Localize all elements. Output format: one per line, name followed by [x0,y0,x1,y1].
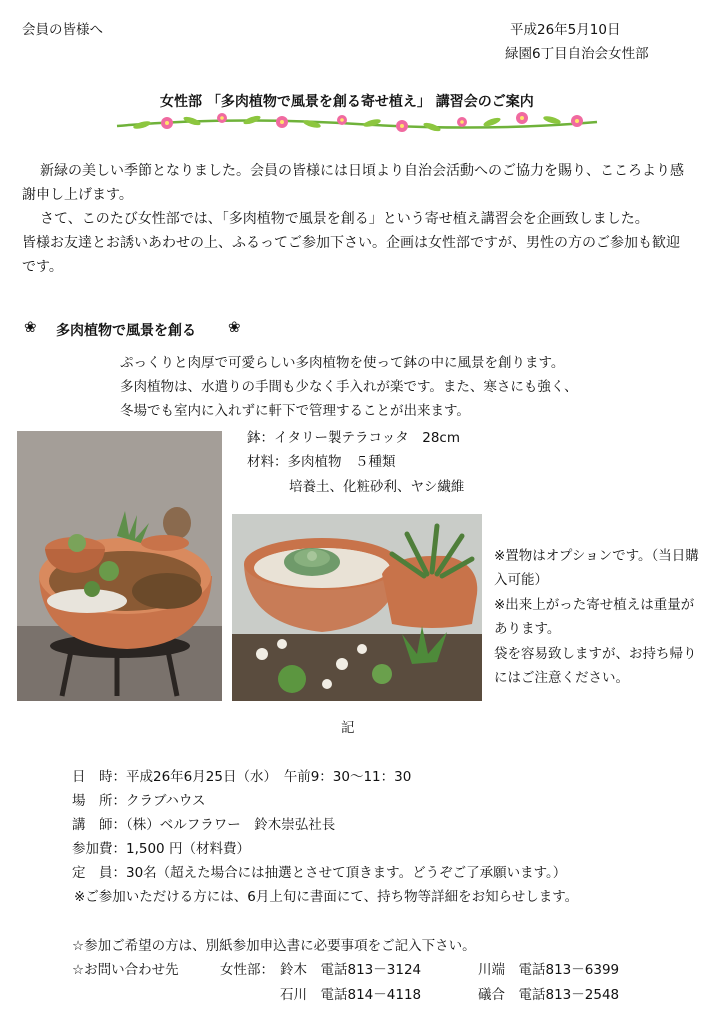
planter-photo-2 [232,514,482,701]
flower-bullet-icon: ❀ [228,318,241,336]
ki-mark: 記 [341,720,355,736]
page-title: 女性部 「多肉植物で風景を創る寄せ植え」 講習会のご案内 [160,94,534,110]
date: 平成26年5月10日 [510,22,621,38]
section-line-2: 多肉植物は、水遣りの手間も少なく手入れが楽です。また、寒さにも強く、 [120,379,578,395]
planter-photo-1 [17,431,222,701]
detail-capacity: 定 員：30名（超えた場合には抽選とさせて頂きます。どうぞご了承願います。） [72,865,567,881]
materials-line-1: 材料：多肉植物 ５種類 [247,454,396,470]
detail-notice: ※ご参加いただける方には、6月上旬に書面にて、持ち物等詳細をお知らせします。 [74,889,579,905]
section-line-3: 冬場でも室内に入れずに軒下で管理することが出来ます。 [120,403,470,419]
contact-kawabata: 川端 電話813－6399 [478,962,620,978]
detail-place: 場 所：クラブハウス [72,793,206,809]
planter-illustration-1 [17,431,222,701]
section-line-1: ぷっくりと肉厚で可愛らしい多肉植物を使って鉢の中に風景を創ります。 [120,355,565,371]
note-bag: 袋を容易致しますが、お持ち帰りにはご注意ください。 [494,646,697,686]
intro-paragraph-3: 皆様お友達とお誘いあわせの上、ふるってご参加下さい。企画は女性部ですが、男性の方のご参加も歓迎です。 [22,235,680,275]
materials-line-2: 培養土、化粧砂利、ヤシ繊維 [289,479,465,495]
contact-label: ☆お問い合わせ先 [72,962,179,978]
sender: 緑園6丁目自治会女性部 [505,46,649,62]
note-weight: ※出来上がった寄せ植えは重量があります。 [494,597,695,637]
flower-vine-decoration [112,108,602,138]
contact-isogai: 礒合 電話813－2548 [478,987,620,1003]
pot-spec: 鉢：イタリー製テラコッタ 28cm [247,430,460,446]
detail-lecturer: 講 師：（株）ベルフラワー 鈴木崇弘社長 [72,817,336,833]
section-heading: 多肉植物で風景を創る [56,323,196,339]
contact-dept: 女性部： [220,962,274,978]
contact-ishikawa: 石川 電話814－4118 [280,987,422,1003]
detail-fee: 参加費：1,500 円（材料費） [72,841,250,857]
flower-bullet-icon: ❀ [24,318,37,336]
contact-suzuki: 鈴木 電話813－3124 [280,962,422,978]
note-optional-item: ※置物はオプションです。（当日購入可能） [494,548,699,588]
apply-instruction: ☆参加ご希望の方は、別紙参加申込書に必要事項をご記入下さい。 [72,938,476,954]
detail-datetime: 日 時：平成26年6月25日（水） 午前9：30～11：30 [72,769,412,785]
planter-illustration-2 [232,514,482,701]
intro-paragraph-1: 新緑の美しい季節となりました。会員の皆様には日頃より自治会活動へのご協力を賜り、こころより感謝申し上げます。 [22,163,684,203]
recipient: 会員の皆様へ [22,22,103,38]
intro-paragraph-2: さて、このたび女性部では、「多肉植物で風景を創る」という寄せ植え講習会を企画致しました。 [40,211,649,227]
